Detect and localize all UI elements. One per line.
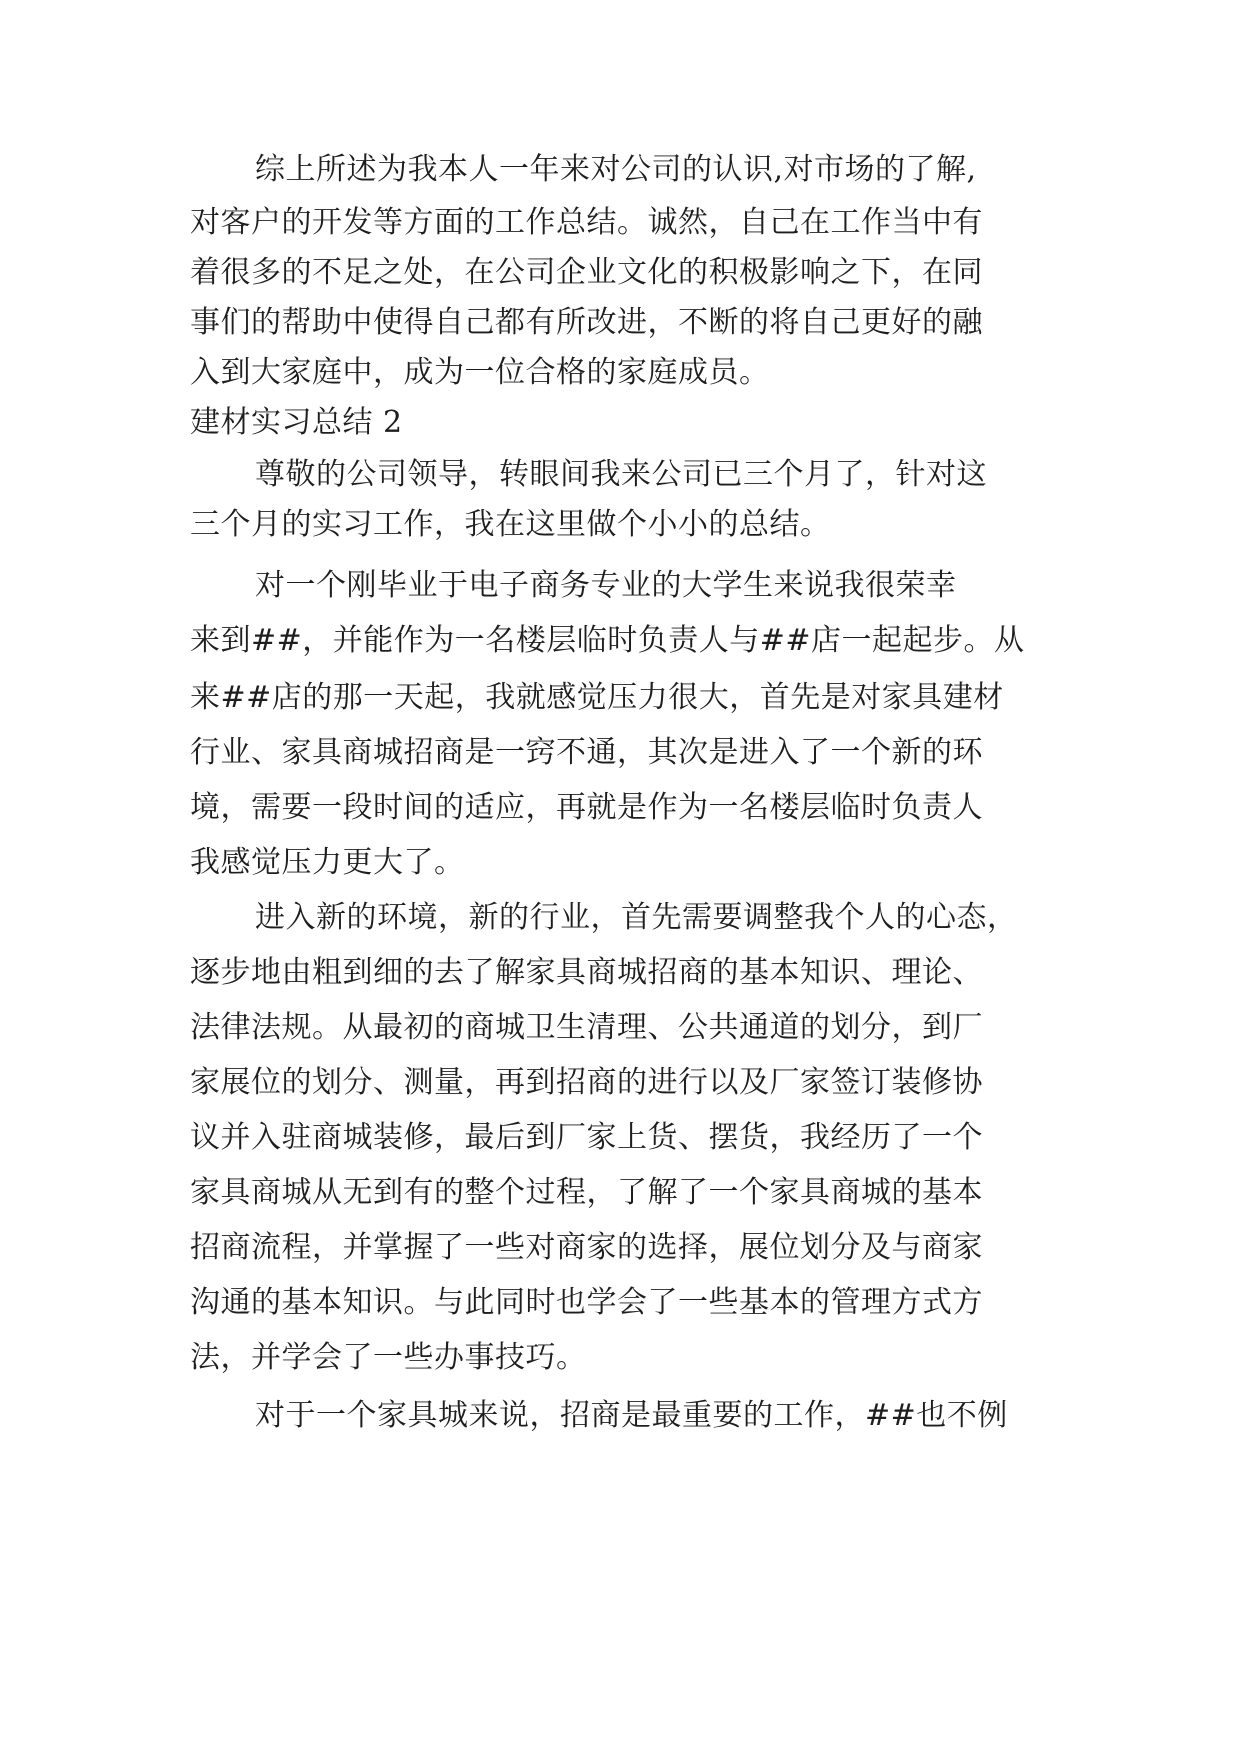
paragraph-line: 我感觉压力更大了。 xyxy=(190,845,465,880)
paragraph-line: 议并入驻商城装修，最后到厂家上货、摆货，我经历了一个 xyxy=(190,1120,983,1155)
paragraph-line: 三个月的实习工作，我在这里做个小小的总结。 xyxy=(190,507,831,542)
paragraph-line: 尊敬的公司领导，转眼间我来公司已三个月了，针对这 xyxy=(255,457,987,492)
paragraph-line: 进入新的环境，新的行业，首先需要调整我个人的心态， xyxy=(255,900,1018,935)
paragraph-line: 境，需要一段时间的适应，再就是作为一名楼层临时负责人 xyxy=(190,790,983,825)
paragraph-line: 对一个刚毕业于电子商务专业的大学生来说我很荣幸 xyxy=(255,568,957,603)
paragraph-line: 入到大家庭中，成为一位合格的家庭成员。 xyxy=(190,355,770,390)
paragraph-line: 法律法规。从最初的商城卫生清理、公共通道的划分，到厂 xyxy=(190,1010,983,1045)
paragraph-line: 家展位的划分、测量，再到招商的进行以及厂家签订装修协 xyxy=(190,1065,983,1100)
paragraph-line: 沟通的基本知识。与此同时也学会了一些基本的管理方式方 xyxy=(190,1285,983,1320)
paragraph-line: 法，并学会了一些办事技巧。 xyxy=(190,1340,587,1375)
paragraph-line: 综上所述为我本人一年来对公司的认识,对市场的了解, xyxy=(255,152,977,187)
paragraph-line: 招商流程，并掌握了一些对商家的选择，展位划分及与商家 xyxy=(190,1230,983,1265)
paragraph-line: 来##店的那一天起，我就感觉压力很大，首先是对家具建材 xyxy=(190,680,1004,715)
paragraph-line: 家具商城从无到有的整个过程，了解了一个家具商城的基本 xyxy=(190,1175,983,1210)
paragraph-line: 逐步地由粗到细的去了解家具商城招商的基本知识、理论、 xyxy=(190,955,983,990)
paragraph-line: 对客户的开发等方面的工作总结。诚然，自己在工作当中有 xyxy=(190,205,983,240)
section-heading: 建材实习总结 2 xyxy=(190,405,403,440)
paragraph-line: 对于一个家具城来说，招商是最重要的工作，##也不例 xyxy=(255,1398,1008,1433)
paragraph-line: 行业、家具商城招商是一窍不通，其次是进入了一个新的环 xyxy=(190,735,983,770)
paragraph-line: 事们的帮助中使得自己都有所改进，不断的将自己更好的融 xyxy=(190,305,983,340)
paragraph-line: 来到##，并能作为一名楼层临时负责人与##店一起起步。从 xyxy=(190,623,1025,658)
paragraph-line: 着很多的不足之处，在公司企业文化的积极影响之下，在同 xyxy=(190,255,983,290)
